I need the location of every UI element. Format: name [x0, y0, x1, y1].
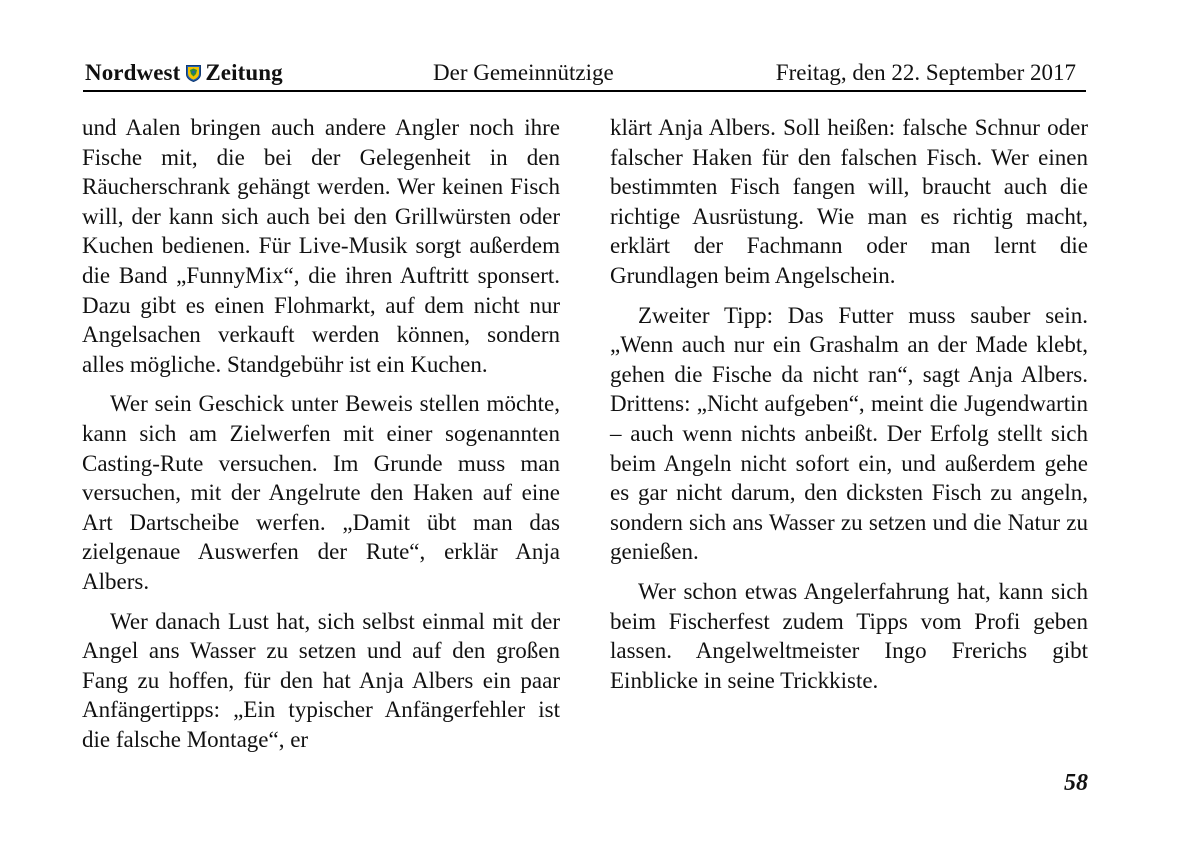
right-column [610, 113, 1088, 705]
coat-of-arms-icon [186, 65, 201, 82]
brand-name-right: Zeitung [205, 60, 283, 85]
page-header [83, 56, 1086, 92]
paragraph: klärt Anja Albers. Soll heißen: falsche Schnur oder falscher Haken für den falschen Fisch. Wer einen bestimmten Fisch fangen will, braucht auch die richtige Ausrüstung. Wie man es richtig macht, erklärt der Fachmann oder man lernt die Grundlagen beim Angelschein. [610, 115, 1088, 288]
left-column [82, 113, 560, 764]
publication-title: Der Gemeinnützige [433, 60, 614, 85]
paragraph: Wer sein Geschick unter Beweis stellen möchte, kann sich am Zielwerfen mit einer sogenannten Casting-Rute versuchen. Im Grunde muss man versuchen, mit der Angelrute den Haken auf eine Art Dartscheibe werfen. „Damit übt man das zielgenaue Auswerfen der Rute“, erklär Anja Albers. [82, 391, 560, 594]
paragraph: Wer schon etwas Angelerfahrung hat, kann sich beim Fischerfest zudem Tipps vom Profi geben lassen. Angelweltmeister Ingo Frerichs gibt Einblicke in seine Trickkiste. [610, 578, 1088, 693]
brand-name-left: Nordwest [85, 60, 181, 85]
newspaper-brand [85, 60, 283, 86]
page-number: 58 [1064, 770, 1088, 796]
issue-date: Freitag, den 22. September 2017 [775, 60, 1076, 85]
paragraph: und Aalen bringen auch andere Angler noch ihre Fische mit, die bei der Gelegenheit in den Räucherschrank gehängt werden. Wer keinen Fisch will, der kann sich auch bei den Grillwürsten oder Kuchen bedienen. Für Live-Musik sorgt außerdem die Band „FunnyMix“, die ihren Auftritt sponsert. Dazu gibt es einen Flohmarkt, auf dem nicht nur Angelsachen verkauft werden können, sondern alles mögliche. Standgebühr ist ein Kuchen. [82, 115, 560, 377]
paragraph: Wer danach Lust hat, sich selbst einmal mit der Angel ans Wasser zu setzen und auf den großen Fang zu hoffen, für den hat Anja Albers ein paar Anfängertipps: „Ein typischer Anfängerfehler ist die falsche Montage“, er [82, 608, 560, 752]
paragraph: Zweiter Tipp: Das Futter muss sauber sein. „Wenn auch nur ein Grashalm an der Made klebt, gehen die Fische da nicht ran“, sagt Anja Albers. Drittens: „Nicht aufgeben“, meint die Jugendwartin – auch wenn nichts anbeißt. Der Erfolg stellt sich beim Angeln nicht sofort ein, und außerdem gehe es gar nicht darum, den dicksten Fisch zu angeln, sondern sich ans Wasser zu setzen und die Natur zu genießen. [610, 302, 1088, 565]
